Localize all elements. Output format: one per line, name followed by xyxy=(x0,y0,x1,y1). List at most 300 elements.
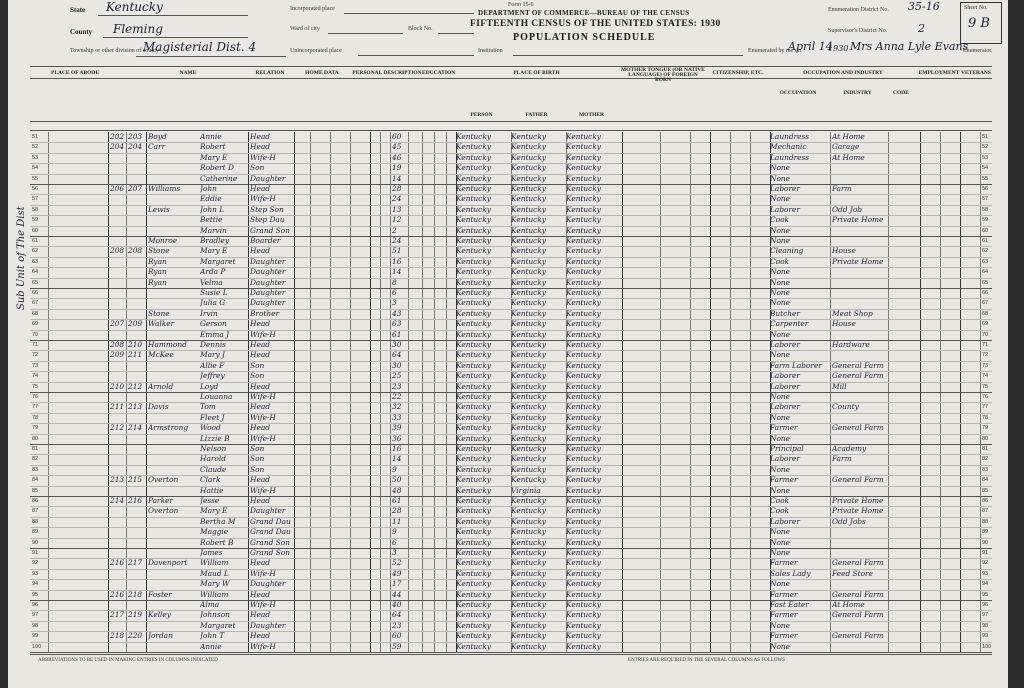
cell-line: 84 xyxy=(32,477,39,484)
cell-surname xyxy=(148,226,200,236)
cell-age: 14 xyxy=(392,267,402,277)
cell-birth: Kentucky xyxy=(456,548,491,557)
cell-surname: Kelley xyxy=(148,610,171,620)
cell-birth: Kentucky xyxy=(456,163,491,173)
cell-rel: Son xyxy=(250,163,265,173)
cell-line: 82 xyxy=(32,456,39,463)
cell-birth: Kentucky xyxy=(456,620,491,630)
cell-fam xyxy=(128,506,146,516)
cell-line: 60 xyxy=(32,227,39,234)
cell-mother: Kentucky xyxy=(566,496,601,505)
line-number-right: 90 xyxy=(982,539,989,546)
cell-fam xyxy=(128,548,146,558)
cell-rel: Step Son xyxy=(250,204,284,214)
cell-line: 87 xyxy=(32,508,39,515)
cell-birth: Kentucky xyxy=(456,402,491,412)
cell-occ: Sales Lady xyxy=(770,568,811,578)
cell-father: Kentucky xyxy=(511,267,546,277)
cell-rel: Boarder xyxy=(250,236,281,245)
cell-dw: 202 xyxy=(110,132,125,141)
cell-dw xyxy=(110,205,128,215)
cell-father: Kentucky xyxy=(511,371,546,381)
line-number-right: 92 xyxy=(982,560,989,567)
cell-mother: Kentucky xyxy=(566,298,601,308)
cell-given: John T xyxy=(200,631,225,641)
cell-age: 9 xyxy=(392,464,397,474)
cell-occ: Farmer xyxy=(770,589,798,599)
cell-dw xyxy=(110,538,128,548)
cell-fam xyxy=(128,371,146,381)
cell-age: 6 xyxy=(392,537,397,547)
cell-mother: Kentucky xyxy=(566,444,601,453)
cell-given: Tom xyxy=(200,402,216,412)
line-number-right: 51 xyxy=(982,134,989,140)
cell-fam xyxy=(128,434,146,444)
cell-given: Mary E xyxy=(200,246,228,256)
cell-fam xyxy=(128,194,146,204)
margin-note: Sub Unit of The Dist xyxy=(16,206,27,310)
cell-dw: 218 xyxy=(110,631,125,641)
cell-age: 46 xyxy=(392,152,402,162)
cell-age: 48 xyxy=(392,485,402,495)
cell-ind xyxy=(832,392,887,402)
cell-given: Susie L xyxy=(200,288,228,297)
cell-line: 92 xyxy=(32,560,39,567)
cell-dw xyxy=(110,330,128,340)
section-name: NAME xyxy=(179,70,197,76)
cell-surname xyxy=(148,465,200,475)
cell-ind xyxy=(832,226,887,236)
line-number-right: 100 xyxy=(982,643,992,650)
ward-label: Ward of city xyxy=(290,26,320,32)
cell-surname: Davenport xyxy=(148,558,188,568)
cell-father: Kentucky xyxy=(511,152,546,162)
cell-occ: Farm Laborer xyxy=(770,360,822,370)
cell-surname: Foster xyxy=(148,589,172,599)
cell-ind: House xyxy=(832,246,856,256)
cell-dw: 212 xyxy=(110,423,125,433)
cell-mother: Kentucky xyxy=(566,610,601,620)
cell-rel: Head xyxy=(250,402,270,412)
cell-line: 69 xyxy=(32,321,39,328)
cell-rel: Son xyxy=(250,444,265,453)
cell-line: 80 xyxy=(32,435,39,442)
cell-mother: Kentucky xyxy=(566,319,601,329)
cell-mother: Kentucky xyxy=(566,152,601,162)
cell-age: 14 xyxy=(392,173,402,183)
cell-line: 53 xyxy=(32,154,39,161)
line-number-right: 54 xyxy=(982,165,989,172)
cell-rel: Son xyxy=(250,360,265,370)
cell-ind: Odd Job xyxy=(832,204,863,214)
line-number-right: 57 xyxy=(982,196,989,203)
cell-line: 51 xyxy=(32,134,39,140)
cell-birth: Kentucky xyxy=(456,225,491,235)
cell-age: 63 xyxy=(392,319,402,329)
cell-mother: Kentucky xyxy=(566,225,601,235)
cell-surname xyxy=(148,215,200,225)
cell-ind xyxy=(832,163,887,173)
cell-given: Robert D xyxy=(200,163,234,173)
line-number-right: 60 xyxy=(982,227,989,234)
cell-ind: General Farm xyxy=(832,610,884,620)
cell-given: William xyxy=(200,558,229,568)
line-number-right: 58 xyxy=(982,206,989,213)
cell-line: 63 xyxy=(32,258,39,265)
cell-rel: Step Dau xyxy=(250,215,285,225)
cell-dw xyxy=(110,392,128,402)
cell-ind: Hardware xyxy=(832,340,870,349)
cell-surname xyxy=(148,517,200,527)
cell-birth: Kentucky xyxy=(456,610,491,620)
cell-fam xyxy=(128,215,146,225)
table-row xyxy=(30,642,992,653)
cell-rel: Head xyxy=(250,381,270,391)
cell-birth: Kentucky xyxy=(456,173,491,183)
cell-birth: Kentucky xyxy=(456,308,491,318)
cell-occ: None xyxy=(770,225,791,235)
cell-rel: Wife-H xyxy=(250,329,276,339)
cell-mother: Kentucky xyxy=(566,631,601,641)
cell-occ: None xyxy=(770,537,791,547)
line-number-right: 95 xyxy=(982,591,989,598)
cell-dw xyxy=(110,236,128,246)
cell-occ: Butcher xyxy=(770,308,800,318)
cell-line: 55 xyxy=(32,175,39,182)
cell-age: 25 xyxy=(392,371,402,381)
cell-age: 33 xyxy=(392,412,402,422)
cell-dw xyxy=(110,163,128,173)
cell-birth: Kentucky xyxy=(456,496,491,505)
col-person: PERSON xyxy=(470,112,493,118)
cell-rel: Head xyxy=(250,423,270,433)
cell-ind: General Farm xyxy=(832,631,884,641)
footer-abbrev: ABBREVIATIONS TO BE USED IN MAKING ENTRIES IN COLUMNS INDICATED xyxy=(38,658,218,663)
cell-occ: Mechanic xyxy=(770,142,807,152)
cell-line: 64 xyxy=(32,269,39,276)
cell-birth: Kentucky xyxy=(456,132,491,141)
cell-fam xyxy=(128,454,146,464)
cell-age: 64 xyxy=(392,350,402,360)
cell-ind xyxy=(832,527,887,537)
cell-line: 62 xyxy=(32,248,39,255)
cell-birth: Kentucky xyxy=(456,236,491,245)
cell-surname xyxy=(148,621,200,631)
cell-occ: None xyxy=(770,173,791,183)
cell-birth: Kentucky xyxy=(456,475,491,485)
cell-fam: 213 xyxy=(128,402,143,412)
cell-rel: Daughter xyxy=(250,288,286,297)
cell-dw xyxy=(110,527,128,537)
cell-rel: Head xyxy=(250,132,270,141)
cell-occ: Laborer xyxy=(770,371,800,381)
cell-dw xyxy=(110,642,128,652)
cell-surname xyxy=(148,153,200,163)
cell-dw xyxy=(110,361,128,371)
cell-age: 43 xyxy=(392,308,402,318)
cell-rel: Daughter xyxy=(250,579,286,589)
cell-line: 77 xyxy=(32,404,39,411)
cell-given: Jesse xyxy=(200,496,220,505)
cell-line: 70 xyxy=(32,331,39,338)
cell-age: 8 xyxy=(392,277,397,287)
line-number-right: 70 xyxy=(982,331,989,338)
cell-father: Kentucky xyxy=(511,610,546,620)
sd-value: 2 xyxy=(918,22,925,35)
cell-given: Bettie xyxy=(200,215,223,225)
cell-given: Robert B xyxy=(200,537,234,547)
cell-father: Kentucky xyxy=(511,641,546,651)
section-home: HOME DATA xyxy=(305,70,339,76)
cell-occ: Cook xyxy=(770,256,790,266)
cell-rel: Grand Dau xyxy=(250,527,291,537)
cell-fam: 212 xyxy=(128,381,143,391)
line-number-right: 69 xyxy=(982,321,989,328)
cell-surname xyxy=(148,527,200,537)
cell-mother: Kentucky xyxy=(566,527,601,537)
line-number-right: 65 xyxy=(982,279,989,286)
cell-line: 81 xyxy=(32,446,39,452)
line-number-right: 91 xyxy=(982,550,989,556)
cell-given: Jeffrey xyxy=(200,371,225,381)
cell-fam xyxy=(128,278,146,288)
cell-given: Harold xyxy=(200,454,226,464)
footer-entries: ENTRIES ARE REQUIRED IN THE SEVERAL COLUMNS AS FOLLOWS xyxy=(628,658,785,663)
cell-line: 95 xyxy=(32,591,39,598)
cell-occ: None xyxy=(770,412,791,422)
cell-mother: Kentucky xyxy=(566,516,601,526)
cell-given: Velma xyxy=(200,277,223,287)
cell-given: Claude xyxy=(200,464,227,474)
cell-rel: Head xyxy=(250,246,270,256)
cell-surname xyxy=(148,548,200,558)
cell-birth: Kentucky xyxy=(456,288,491,297)
block-label: Block No. xyxy=(408,26,433,32)
cell-dw xyxy=(110,579,128,589)
line-number-right: 86 xyxy=(982,498,989,504)
cell-birth: Kentucky xyxy=(456,381,491,391)
cell-ind xyxy=(832,278,887,288)
col-industry: INDUSTRY xyxy=(843,90,872,96)
cell-dw: 204 xyxy=(110,142,125,152)
cell-father: Kentucky xyxy=(511,516,546,526)
cell-birth: Kentucky xyxy=(456,360,491,370)
unincorporated-label: Unincorporated place xyxy=(290,48,342,54)
cell-surname xyxy=(148,454,200,464)
cell-ind: Feed Store xyxy=(832,568,873,578)
cell-mother: Kentucky xyxy=(566,620,601,630)
line-number-right: 98 xyxy=(982,622,989,629)
cell-ind: General Farm xyxy=(832,475,884,485)
cell-fam xyxy=(128,257,146,267)
cell-mother: Kentucky xyxy=(566,360,601,370)
cell-dw xyxy=(110,434,128,444)
cell-given: Dennis xyxy=(200,340,226,349)
cell-mother: Kentucky xyxy=(566,579,601,589)
cell-birth: Kentucky xyxy=(456,423,491,433)
cell-father: Kentucky xyxy=(511,142,546,152)
department-title: DEPARTMENT OF COMMERCE—BUREAU OF THE CENSUS xyxy=(478,9,690,17)
cell-ind: General Farm xyxy=(832,558,884,568)
line-number-right: 55 xyxy=(982,175,989,182)
cell-age: 22 xyxy=(392,392,402,401)
cell-birth: Kentucky xyxy=(456,537,491,547)
cell-mother: Kentucky xyxy=(566,329,601,339)
cell-dw xyxy=(110,621,128,631)
cell-birth: Kentucky xyxy=(456,329,491,339)
cell-dw: 210 xyxy=(110,381,125,391)
cell-line: 78 xyxy=(32,414,39,421)
cell-birth: Kentucky xyxy=(456,454,491,464)
cell-given: Wood xyxy=(200,423,221,433)
cell-ind xyxy=(832,465,887,475)
cell-fam: 215 xyxy=(128,475,143,485)
cell-birth: Kentucky xyxy=(456,194,491,204)
cell-fam xyxy=(128,600,146,610)
date-value: April 14 xyxy=(788,40,833,53)
cell-father: Kentucky xyxy=(511,340,546,349)
cell-birth: Kentucky xyxy=(456,319,491,329)
cell-birth: Kentucky xyxy=(456,558,491,568)
cell-line: 58 xyxy=(32,206,39,213)
cell-surname: Davis xyxy=(148,402,169,412)
cell-father: Kentucky xyxy=(511,246,546,256)
cell-age: 24 xyxy=(392,236,402,245)
cell-ind xyxy=(832,298,887,308)
cell-ind: Academy xyxy=(832,444,867,453)
cell-occ: None xyxy=(770,194,791,204)
cell-ind xyxy=(832,413,887,423)
cell-dw xyxy=(110,371,128,381)
cell-birth: Kentucky xyxy=(456,184,491,193)
cell-age: 64 xyxy=(392,610,402,620)
cell-fam: 219 xyxy=(128,610,143,620)
cell-birth: Kentucky xyxy=(456,152,491,162)
cell-line: 66 xyxy=(32,290,39,296)
cell-line: 67 xyxy=(32,300,39,307)
line-number-right: 52 xyxy=(982,144,989,151)
cell-ind xyxy=(832,579,887,589)
cell-mother: Kentucky xyxy=(566,381,601,391)
cell-ind: At Home xyxy=(832,152,865,162)
cell-birth: Kentucky xyxy=(456,516,491,526)
cell-fam: 217 xyxy=(128,558,143,568)
cell-line: 100 xyxy=(32,643,42,650)
cell-ind: Private Home xyxy=(832,256,884,266)
cell-fam xyxy=(128,642,146,652)
cell-age: 44 xyxy=(392,589,402,599)
cell-surname: Stone xyxy=(148,246,170,256)
cell-age: 61 xyxy=(392,329,402,339)
cell-dw: 208 xyxy=(110,246,125,256)
cell-father: Kentucky xyxy=(511,163,546,173)
cell-birth: Kentucky xyxy=(456,568,491,578)
cell-occ: None xyxy=(770,298,791,308)
cell-age: 2 xyxy=(392,225,397,235)
cell-occ: None xyxy=(770,277,791,287)
cell-father: Kentucky xyxy=(511,558,546,568)
cell-age: 16 xyxy=(392,256,402,266)
cell-occ: Carpenter xyxy=(770,319,809,329)
cell-occ: None xyxy=(770,641,791,651)
cell-line: 83 xyxy=(32,466,39,473)
schedule-title: POPULATION SCHEDULE xyxy=(513,32,656,43)
cell-occ: Laborer xyxy=(770,516,800,526)
cell-fam xyxy=(128,392,146,402)
cell-rel: Wife-H xyxy=(250,485,276,495)
cell-father: Kentucky xyxy=(511,319,546,329)
cell-age: 12 xyxy=(392,215,402,225)
cell-fam xyxy=(128,267,146,277)
cell-surname: Ryan xyxy=(148,277,167,287)
cell-dw xyxy=(110,517,128,527)
cell-age: 3 xyxy=(392,548,397,557)
line-number-right: 62 xyxy=(982,248,989,255)
cell-age: 16 xyxy=(392,444,402,453)
enumerated-label: Enumerated by me on xyxy=(748,48,801,54)
cell-dw xyxy=(110,194,128,204)
cell-father: Kentucky xyxy=(511,537,546,547)
cell-father: Kentucky xyxy=(511,329,546,339)
cell-ind: Farm xyxy=(832,454,852,464)
line-number-right: 75 xyxy=(982,383,989,390)
cell-mother: Kentucky xyxy=(566,204,601,214)
cell-given: William xyxy=(200,589,229,599)
sheet-value: 9 B xyxy=(968,16,990,31)
cell-given: Robert xyxy=(200,142,226,152)
ed-value: 35-16 xyxy=(908,0,940,13)
cell-father: Kentucky xyxy=(511,350,546,360)
cell-dw xyxy=(110,288,128,298)
cell-birth: Kentucky xyxy=(456,600,491,609)
cell-father: Kentucky xyxy=(511,236,546,245)
line-number-right: 83 xyxy=(982,466,989,473)
cell-occ: Cook xyxy=(770,506,790,516)
cell-line: 56 xyxy=(32,186,39,192)
township-label: Township or other division of county xyxy=(70,48,160,54)
cell-occ: None xyxy=(770,329,791,339)
cell-given: Annie xyxy=(200,641,222,651)
ed-label: Enumeration District No. xyxy=(828,7,889,13)
cell-father: Kentucky xyxy=(511,527,546,537)
cell-line: 94 xyxy=(32,581,39,588)
cell-father: Kentucky xyxy=(511,579,546,589)
cell-surname xyxy=(148,538,200,548)
cell-line: 61 xyxy=(32,238,39,244)
cell-rel: Daughter xyxy=(250,267,286,277)
cell-occ: Laborer xyxy=(770,340,800,349)
cell-surname: Jordan xyxy=(148,631,173,641)
cell-occ: Fast Eater xyxy=(770,600,809,609)
cell-fam xyxy=(128,288,146,298)
cell-given: Louanna xyxy=(200,392,233,401)
cell-given: John xyxy=(200,184,217,193)
cell-age: 23 xyxy=(392,620,402,630)
cell-father: Kentucky xyxy=(511,423,546,433)
cell-rel: Head xyxy=(250,184,270,193)
cell-given: Clark xyxy=(200,475,221,485)
cell-birth: Kentucky xyxy=(456,444,491,453)
cell-mother: Kentucky xyxy=(566,454,601,464)
cell-line: 98 xyxy=(32,622,39,629)
cell-dw: 209 xyxy=(110,350,125,360)
cell-line: 65 xyxy=(32,279,39,286)
cell-rel: Head xyxy=(250,475,270,485)
cell-dw xyxy=(110,548,128,558)
cell-mother: Kentucky xyxy=(566,548,601,557)
cell-father: Kentucky xyxy=(511,548,546,557)
cell-dw xyxy=(110,278,128,288)
